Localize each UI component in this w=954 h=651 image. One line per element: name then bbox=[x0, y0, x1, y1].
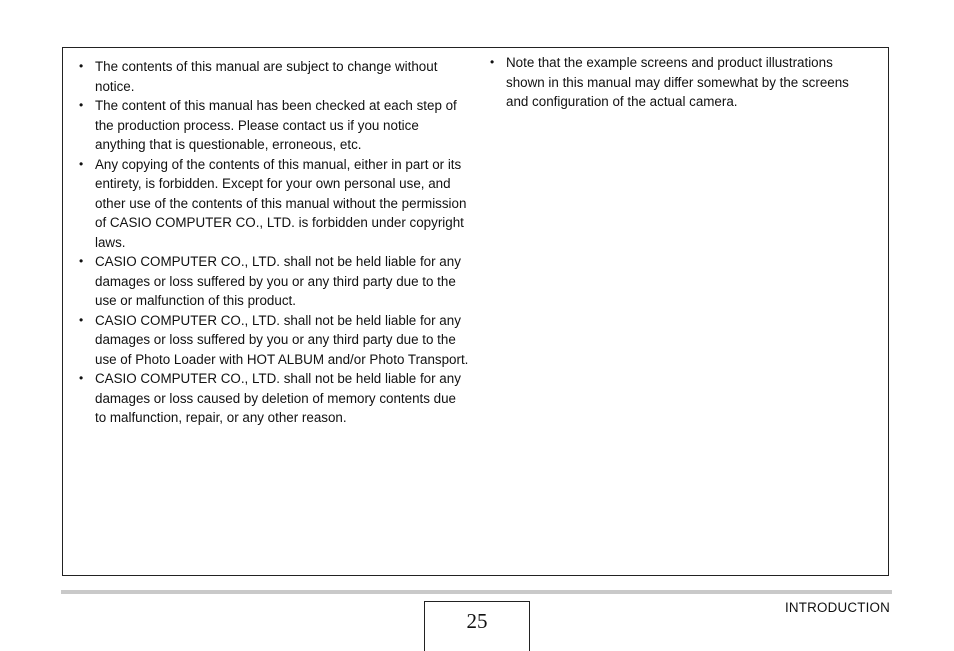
notice-list-left bbox=[79, 57, 469, 428]
content-frame bbox=[62, 47, 889, 576]
left-column bbox=[79, 57, 469, 428]
bullet-icon: • bbox=[490, 55, 495, 69]
list-item-text: CASIO COMPUTER CO., LTD. shall not be held liable for any damages or loss suffered by you or any third party due to the use of Photo Loader with HOT ALBUM and/or Photo Transport. bbox=[95, 312, 469, 367]
bullet-icon: • bbox=[79, 254, 84, 268]
list-item bbox=[79, 57, 469, 96]
notice-list-right bbox=[490, 53, 870, 112]
bullet-icon: • bbox=[79, 59, 84, 73]
page-number: 25 bbox=[466, 609, 488, 633]
footer-divider bbox=[61, 590, 892, 594]
right-column bbox=[490, 53, 870, 112]
list-item-text: Note that the example screens and product illustrations shown in this manual may differ somewhat by the screens and configuration of the actual camera. bbox=[506, 55, 849, 109]
bullet-icon: • bbox=[79, 312, 84, 327]
list-item bbox=[79, 252, 469, 311]
bullet-icon: • bbox=[79, 371, 84, 385]
list-item bbox=[79, 369, 469, 428]
section-label: INTRODUCTION bbox=[784, 600, 890, 615]
bullet-icon: • bbox=[79, 156, 84, 171]
list-item-text: Any copying of the contents of this manual, either in part or its entirety, is forbidden. Except for your own personal use, and other use of the contents of this manual without the permission of CASIO COMPUTER CO., LTD. is forbidden under copyright laws. bbox=[95, 156, 467, 250]
list-item-text: CASIO COMPUTER CO., LTD. shall not be held liable for any damages or loss caused by deletion of memory contents due to malfunction, repair, or any other reason. bbox=[95, 371, 461, 425]
list-item bbox=[79, 311, 469, 370]
list-item-text: CASIO COMPUTER CO., LTD. shall not be held liable for any damages or loss suffered by you or any third party due to the use or malfunction of this product. bbox=[95, 254, 461, 308]
page-number-box bbox=[424, 601, 530, 651]
list-item-text: The contents of this manual are subject to change without notice. bbox=[95, 59, 438, 94]
bullet-icon: • bbox=[79, 98, 84, 112]
list-item bbox=[79, 96, 469, 155]
list-item bbox=[79, 155, 469, 253]
list-item bbox=[490, 53, 870, 112]
list-item-text: The content of this manual has been checked at each step of the production process. Please contact us if you notice anything that is questionable, erroneous, etc. bbox=[95, 98, 457, 152]
